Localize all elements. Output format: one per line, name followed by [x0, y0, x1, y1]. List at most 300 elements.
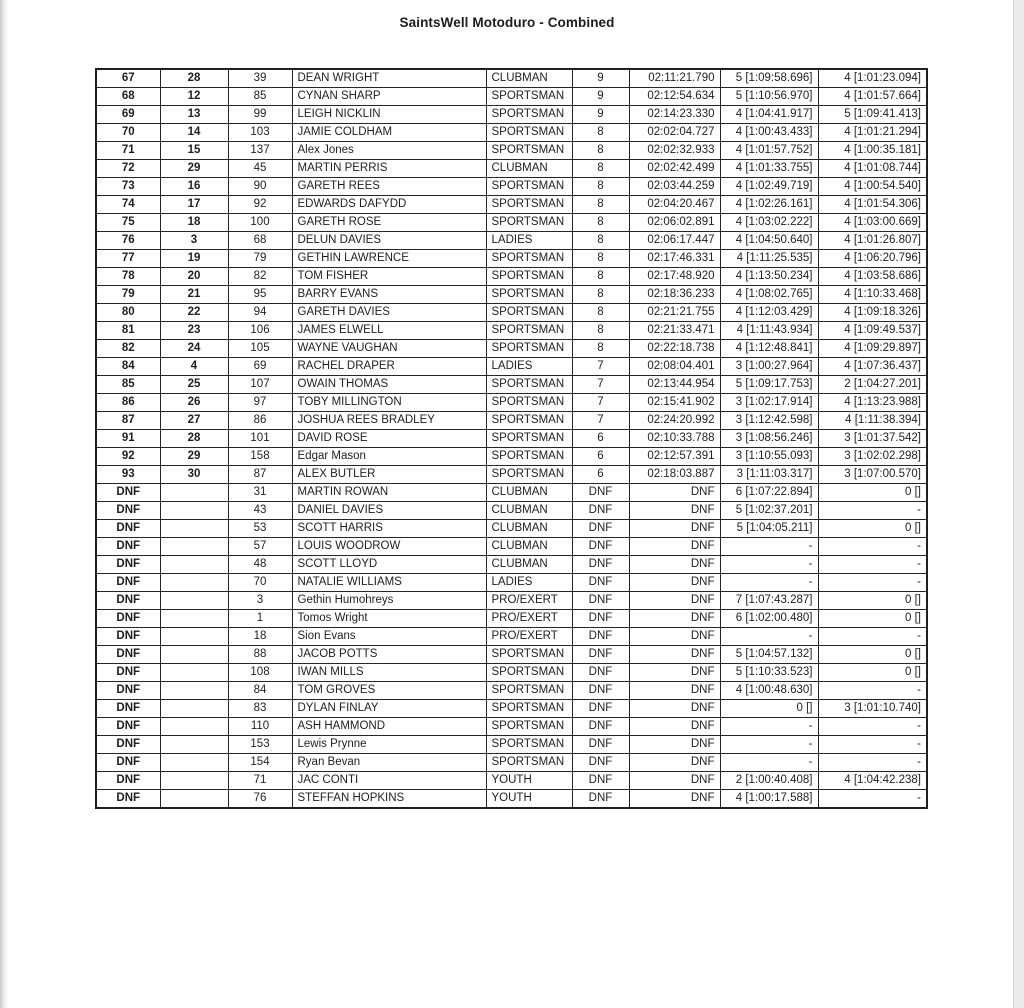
- cell-rider-name: SCOTT LLOYD: [292, 556, 486, 574]
- cell-laps: DNF: [572, 790, 629, 809]
- table-row: [96, 718, 927, 736]
- cell-race-number: 153: [228, 736, 292, 754]
- cell-total-time: DNF: [629, 646, 720, 664]
- cell-split-2: 0 []: [818, 484, 927, 502]
- cell-total-time: 02:08:04.401: [629, 358, 720, 376]
- cell-overall-position: 79: [96, 286, 160, 304]
- cell-split-1: 5 [1:04:57.132]: [720, 646, 818, 664]
- cell-rider-name: DELUN DAVIES: [292, 232, 486, 250]
- cell-rider-name: TOM GROVES: [292, 682, 486, 700]
- table-row: [96, 196, 927, 214]
- cell-split-1: 0 []: [720, 700, 818, 718]
- cell-race-number: 92: [228, 196, 292, 214]
- cell-split-2: 3 [1:07:00.570]: [818, 466, 927, 484]
- cell-split-1: -: [720, 718, 818, 736]
- cell-split-1: -: [720, 754, 818, 772]
- cell-total-time: 02:21:21.755: [629, 304, 720, 322]
- cell-overall-position: 69: [96, 106, 160, 124]
- cell-class-position: [160, 520, 228, 538]
- cell-split-2: 4 [1:03:58.686]: [818, 268, 927, 286]
- cell-race-number: 69: [228, 358, 292, 376]
- cell-laps: DNF: [572, 610, 629, 628]
- cell-class: SPORTSMAN: [486, 250, 572, 268]
- cell-class-position: [160, 592, 228, 610]
- cell-split-1: 4 [1:02:26.161]: [720, 196, 818, 214]
- cell-split-2: -: [818, 754, 927, 772]
- cell-race-number: 48: [228, 556, 292, 574]
- cell-overall-position: 80: [96, 304, 160, 322]
- cell-split-2: 4 [1:00:35.181]: [818, 142, 927, 160]
- cell-class-position: 12: [160, 88, 228, 106]
- cell-split-2: -: [818, 736, 927, 754]
- cell-total-time: DNF: [629, 556, 720, 574]
- cell-split-2: 4 [1:01:21.294]: [818, 124, 927, 142]
- cell-overall-position: DNF: [96, 610, 160, 628]
- cell-split-1: 6 [1:02:00.480]: [720, 610, 818, 628]
- cell-rider-name: RACHEL DRAPER: [292, 358, 486, 376]
- cell-rider-name: GARETH REES: [292, 178, 486, 196]
- cell-overall-position: 74: [96, 196, 160, 214]
- cell-total-time: DNF: [629, 610, 720, 628]
- cell-rider-name: GARETH ROSE: [292, 214, 486, 232]
- cell-class: SPORTSMAN: [486, 736, 572, 754]
- cell-total-time: 02:02:04.727: [629, 124, 720, 142]
- cell-class-position: 16: [160, 178, 228, 196]
- cell-class-position: [160, 700, 228, 718]
- cell-split-1: 3 [1:00:27.964]: [720, 358, 818, 376]
- cell-class: CLUBMAN: [486, 556, 572, 574]
- cell-rider-name: DAVID ROSE: [292, 430, 486, 448]
- cell-class: CLUBMAN: [486, 520, 572, 538]
- cell-overall-position: DNF: [96, 772, 160, 790]
- cell-class: SPORTSMAN: [486, 196, 572, 214]
- cell-rider-name: MARTIN PERRIS: [292, 160, 486, 178]
- cell-overall-position: 78: [96, 268, 160, 286]
- cell-overall-position: DNF: [96, 538, 160, 556]
- cell-laps: 8: [572, 178, 629, 196]
- cell-split-1: 3 [1:11:03.317]: [720, 466, 818, 484]
- table-row: [96, 646, 927, 664]
- cell-overall-position: 73: [96, 178, 160, 196]
- cell-split-1: 6 [1:07:22.894]: [720, 484, 818, 502]
- cell-class-position: 30: [160, 466, 228, 484]
- cell-split-1: 4 [1:02:49.719]: [720, 178, 818, 196]
- cell-split-2: 4 [1:03:00.669]: [818, 214, 927, 232]
- table-row: [96, 322, 927, 340]
- table-row: [96, 124, 927, 142]
- cell-overall-position: 93: [96, 466, 160, 484]
- cell-class: CLUBMAN: [486, 69, 572, 88]
- cell-total-time: 02:18:36.233: [629, 286, 720, 304]
- table-row: [96, 682, 927, 700]
- cell-race-number: 31: [228, 484, 292, 502]
- cell-total-time: DNF: [629, 790, 720, 809]
- cell-race-number: 45: [228, 160, 292, 178]
- table-row: [96, 466, 927, 484]
- table-row: [96, 178, 927, 196]
- cell-rider-name: NATALIE WILLIAMS: [292, 574, 486, 592]
- table-row: [96, 736, 927, 754]
- cell-rider-name: CYNAN SHARP: [292, 88, 486, 106]
- cell-class: LADIES: [486, 232, 572, 250]
- cell-split-1: 4 [1:04:41.917]: [720, 106, 818, 124]
- cell-class: SPORTSMAN: [486, 376, 572, 394]
- cell-overall-position: 82: [96, 340, 160, 358]
- cell-overall-position: DNF: [96, 700, 160, 718]
- cell-race-number: 86: [228, 412, 292, 430]
- cell-rider-name: Edgar Mason: [292, 448, 486, 466]
- cell-laps: DNF: [572, 538, 629, 556]
- cell-split-2: 2 [1:04:27.201]: [818, 376, 927, 394]
- table-row: [96, 106, 927, 124]
- cell-race-number: 99: [228, 106, 292, 124]
- table-row: [96, 268, 927, 286]
- cell-overall-position: 86: [96, 394, 160, 412]
- cell-class: SPORTSMAN: [486, 664, 572, 682]
- cell-rider-name: JAMIE COLDHAM: [292, 124, 486, 142]
- cell-split-1: -: [720, 538, 818, 556]
- cell-class: YOUTH: [486, 772, 572, 790]
- cell-split-1: -: [720, 736, 818, 754]
- results-table: [95, 68, 928, 809]
- cell-overall-position: 75: [96, 214, 160, 232]
- cell-split-2: -: [818, 502, 927, 520]
- cell-laps: 9: [572, 106, 629, 124]
- table-row: [96, 412, 927, 430]
- cell-rider-name: LEIGH NICKLIN: [292, 106, 486, 124]
- cell-total-time: 02:04:20.467: [629, 196, 720, 214]
- cell-laps: 8: [572, 250, 629, 268]
- cell-split-1: 4 [1:08:02.765]: [720, 286, 818, 304]
- cell-class-position: [160, 646, 228, 664]
- table-row: [96, 772, 927, 790]
- cell-overall-position: DNF: [96, 556, 160, 574]
- cell-split-2: 4 [1:01:54.306]: [818, 196, 927, 214]
- cell-laps: DNF: [572, 592, 629, 610]
- cell-overall-position: 68: [96, 88, 160, 106]
- cell-class: SPORTSMAN: [486, 88, 572, 106]
- cell-laps: 8: [572, 232, 629, 250]
- cell-class-position: [160, 556, 228, 574]
- cell-rider-name: IWAN MILLS: [292, 664, 486, 682]
- table-row: [96, 520, 927, 538]
- cell-split-2: 4 [1:04:42.238]: [818, 772, 927, 790]
- cell-laps: DNF: [572, 556, 629, 574]
- cell-race-number: 158: [228, 448, 292, 466]
- table-row: [96, 214, 927, 232]
- cell-class-position: [160, 574, 228, 592]
- cell-total-time: 02:10:33.788: [629, 430, 720, 448]
- cell-split-1: 5 [1:10:33.523]: [720, 664, 818, 682]
- cell-race-number: 101: [228, 430, 292, 448]
- cell-split-2: 4 [1:06:20.796]: [818, 250, 927, 268]
- cell-class-position: 24: [160, 340, 228, 358]
- cell-overall-position: DNF: [96, 502, 160, 520]
- cell-split-2: 4 [1:00:54.540]: [818, 178, 927, 196]
- cell-total-time: DNF: [629, 628, 720, 646]
- cell-overall-position: DNF: [96, 736, 160, 754]
- cell-rider-name: ASH HAMMOND: [292, 718, 486, 736]
- cell-rider-name: Sion Evans: [292, 628, 486, 646]
- table-row: [96, 286, 927, 304]
- cell-rider-name: LOUIS WOODROW: [292, 538, 486, 556]
- cell-class: SPORTSMAN: [486, 322, 572, 340]
- cell-total-time: 02:15:41.902: [629, 394, 720, 412]
- cell-rider-name: Alex Jones: [292, 142, 486, 160]
- cell-split-2: 4 [1:01:26.807]: [818, 232, 927, 250]
- cell-total-time: 02:13:44.954: [629, 376, 720, 394]
- cell-laps: 7: [572, 412, 629, 430]
- cell-race-number: 71: [228, 772, 292, 790]
- cell-total-time: DNF: [629, 592, 720, 610]
- cell-class: SPORTSMAN: [486, 394, 572, 412]
- cell-rider-name: TOM FISHER: [292, 268, 486, 286]
- cell-race-number: 53: [228, 520, 292, 538]
- cell-class: CLUBMAN: [486, 538, 572, 556]
- cell-race-number: 154: [228, 754, 292, 772]
- cell-split-2: 3 [1:01:10.740]: [818, 700, 927, 718]
- cell-total-time: DNF: [629, 484, 720, 502]
- table-row: [96, 664, 927, 682]
- table-row: [96, 502, 927, 520]
- cell-split-1: 3 [1:02:17.914]: [720, 394, 818, 412]
- cell-class: SPORTSMAN: [486, 466, 572, 484]
- cell-race-number: 79: [228, 250, 292, 268]
- cell-laps: 8: [572, 304, 629, 322]
- cell-split-2: 4 [1:10:33.468]: [818, 286, 927, 304]
- table-row: [96, 69, 927, 88]
- cell-overall-position: DNF: [96, 628, 160, 646]
- table-row: [96, 160, 927, 178]
- cell-class: SPORTSMAN: [486, 268, 572, 286]
- cell-class-position: [160, 484, 228, 502]
- cell-rider-name: STEFFAN HOPKINS: [292, 790, 486, 809]
- cell-race-number: 70: [228, 574, 292, 592]
- cell-overall-position: DNF: [96, 754, 160, 772]
- cell-class-position: [160, 754, 228, 772]
- cell-split-2: -: [818, 574, 927, 592]
- cell-total-time: 02:17:48.920: [629, 268, 720, 286]
- cell-overall-position: 84: [96, 358, 160, 376]
- cell-overall-position: 87: [96, 412, 160, 430]
- cell-laps: 7: [572, 394, 629, 412]
- cell-race-number: 84: [228, 682, 292, 700]
- cell-race-number: 97: [228, 394, 292, 412]
- cell-total-time: DNF: [629, 700, 720, 718]
- cell-race-number: 57: [228, 538, 292, 556]
- cell-laps: DNF: [572, 484, 629, 502]
- cell-race-number: 110: [228, 718, 292, 736]
- cell-total-time: 02:11:21.790: [629, 69, 720, 88]
- cell-total-time: DNF: [629, 736, 720, 754]
- cell-split-1: 7 [1:07:43.287]: [720, 592, 818, 610]
- cell-laps: 8: [572, 268, 629, 286]
- cell-rider-name: BARRY EVANS: [292, 286, 486, 304]
- cell-total-time: DNF: [629, 664, 720, 682]
- cell-total-time: 02:06:17.447: [629, 232, 720, 250]
- cell-total-time: DNF: [629, 754, 720, 772]
- cell-split-1: -: [720, 556, 818, 574]
- cell-laps: DNF: [572, 718, 629, 736]
- cell-overall-position: DNF: [96, 520, 160, 538]
- cell-class: CLUBMAN: [486, 160, 572, 178]
- cell-class-position: [160, 664, 228, 682]
- cell-laps: DNF: [572, 736, 629, 754]
- photo-edge-left: [0, 0, 8, 1008]
- cell-overall-position: 77: [96, 250, 160, 268]
- cell-split-1: 4 [1:04:50.640]: [720, 232, 818, 250]
- cell-race-number: 68: [228, 232, 292, 250]
- cell-overall-position: 67: [96, 69, 160, 88]
- cell-race-number: 95: [228, 286, 292, 304]
- table-row: [96, 376, 927, 394]
- photo-edge-right: [1013, 0, 1024, 1008]
- cell-split-2: 3 [1:01:37.542]: [818, 430, 927, 448]
- cell-split-1: -: [720, 574, 818, 592]
- cell-rider-name: Lewis Prynne: [292, 736, 486, 754]
- table-row: [96, 394, 927, 412]
- cell-class-position: [160, 718, 228, 736]
- cell-split-1: 3 [1:10:55.093]: [720, 448, 818, 466]
- cell-rider-name: DEAN WRIGHT: [292, 69, 486, 88]
- cell-laps: 6: [572, 430, 629, 448]
- cell-class: PRO/EXERT: [486, 610, 572, 628]
- cell-total-time: 02:12:54.634: [629, 88, 720, 106]
- cell-class-position: 29: [160, 160, 228, 178]
- cell-laps: 8: [572, 286, 629, 304]
- cell-class-position: 15: [160, 142, 228, 160]
- cell-class: SPORTSMAN: [486, 340, 572, 358]
- cell-laps: 7: [572, 376, 629, 394]
- cell-class-position: 22: [160, 304, 228, 322]
- cell-rider-name: GETHIN LAWRENCE: [292, 250, 486, 268]
- cell-laps: DNF: [572, 682, 629, 700]
- cell-class-position: [160, 682, 228, 700]
- cell-class-position: 25: [160, 376, 228, 394]
- cell-class: SPORTSMAN: [486, 718, 572, 736]
- table-row: [96, 574, 927, 592]
- cell-split-2: -: [818, 628, 927, 646]
- cell-class-position: [160, 610, 228, 628]
- cell-race-number: 108: [228, 664, 292, 682]
- cell-race-number: 85: [228, 88, 292, 106]
- cell-class: SPORTSMAN: [486, 682, 572, 700]
- cell-laps: DNF: [572, 520, 629, 538]
- cell-rider-name: TOBY MILLINGTON: [292, 394, 486, 412]
- cell-laps: DNF: [572, 646, 629, 664]
- cell-split-2: -: [818, 790, 927, 809]
- cell-class: SPORTSMAN: [486, 106, 572, 124]
- cell-split-2: 4 [1:09:29.897]: [818, 340, 927, 358]
- cell-laps: 6: [572, 448, 629, 466]
- table-row: [96, 340, 927, 358]
- cell-race-number: 76: [228, 790, 292, 809]
- cell-split-2: -: [818, 538, 927, 556]
- table-row: [96, 538, 927, 556]
- cell-laps: 8: [572, 322, 629, 340]
- cell-rider-name: MARTIN ROWAN: [292, 484, 486, 502]
- cell-laps: 9: [572, 69, 629, 88]
- cell-race-number: 3: [228, 592, 292, 610]
- cell-total-time: 02:02:32.933: [629, 142, 720, 160]
- cell-total-time: DNF: [629, 520, 720, 538]
- cell-race-number: 94: [228, 304, 292, 322]
- cell-class: PRO/EXERT: [486, 592, 572, 610]
- cell-total-time: 02:22:18.738: [629, 340, 720, 358]
- cell-race-number: 82: [228, 268, 292, 286]
- cell-total-time: DNF: [629, 772, 720, 790]
- cell-class: SPORTSMAN: [486, 124, 572, 142]
- cell-split-1: 4 [1:00:17.588]: [720, 790, 818, 809]
- cell-split-1: 3 [1:08:56.246]: [720, 430, 818, 448]
- cell-class-position: 28: [160, 69, 228, 88]
- cell-class-position: [160, 502, 228, 520]
- cell-split-2: 0 []: [818, 520, 927, 538]
- table-row: [96, 88, 927, 106]
- cell-rider-name: JACOB POTTS: [292, 646, 486, 664]
- cell-class-position: [160, 790, 228, 809]
- cell-overall-position: DNF: [96, 574, 160, 592]
- cell-race-number: 105: [228, 340, 292, 358]
- cell-class: CLUBMAN: [486, 502, 572, 520]
- cell-split-1: 4 [1:00:48.630]: [720, 682, 818, 700]
- cell-total-time: 02:02:42.499: [629, 160, 720, 178]
- cell-split-2: -: [818, 682, 927, 700]
- cell-class-position: [160, 628, 228, 646]
- cell-class-position: 27: [160, 412, 228, 430]
- cell-class: SPORTSMAN: [486, 646, 572, 664]
- table-row: [96, 484, 927, 502]
- page-title: SaintsWell Motoduro - Combined: [399, 15, 615, 30]
- cell-race-number: 87: [228, 466, 292, 484]
- cell-split-2: 4 [1:11:38.394]: [818, 412, 927, 430]
- cell-rider-name: SCOTT HARRIS: [292, 520, 486, 538]
- cell-race-number: 1: [228, 610, 292, 628]
- cell-split-1: 4 [1:11:25.535]: [720, 250, 818, 268]
- table-row: [96, 358, 927, 376]
- cell-race-number: 90: [228, 178, 292, 196]
- cell-split-1: 4 [1:12:48.841]: [720, 340, 818, 358]
- cell-laps: 8: [572, 214, 629, 232]
- cell-class: SPORTSMAN: [486, 430, 572, 448]
- cell-class-position: 28: [160, 430, 228, 448]
- cell-class-position: 18: [160, 214, 228, 232]
- cell-split-1: 2 [1:00:40.408]: [720, 772, 818, 790]
- cell-laps: 6: [572, 466, 629, 484]
- cell-class-position: 3: [160, 232, 228, 250]
- cell-class-position: [160, 736, 228, 754]
- cell-rider-name: GARETH DAVIES: [292, 304, 486, 322]
- cell-total-time: 02:14:23.330: [629, 106, 720, 124]
- cell-laps: 8: [572, 124, 629, 142]
- cell-split-1: 5 [1:09:17.753]: [720, 376, 818, 394]
- cell-split-2: 0 []: [818, 646, 927, 664]
- cell-race-number: 88: [228, 646, 292, 664]
- cell-split-1: 4 [1:00:43.433]: [720, 124, 818, 142]
- table-row: [96, 700, 927, 718]
- cell-total-time: DNF: [629, 502, 720, 520]
- cell-split-2: 5 [1:09:41.413]: [818, 106, 927, 124]
- table-row: [96, 610, 927, 628]
- cell-rider-name: JOSHUA REES BRADLEY: [292, 412, 486, 430]
- cell-rider-name: WAYNE VAUGHAN: [292, 340, 486, 358]
- cell-laps: 8: [572, 142, 629, 160]
- cell-race-number: 43: [228, 502, 292, 520]
- cell-total-time: 02:18:03.887: [629, 466, 720, 484]
- cell-class-position: 20: [160, 268, 228, 286]
- cell-race-number: 137: [228, 142, 292, 160]
- cell-rider-name: OWAIN THOMAS: [292, 376, 486, 394]
